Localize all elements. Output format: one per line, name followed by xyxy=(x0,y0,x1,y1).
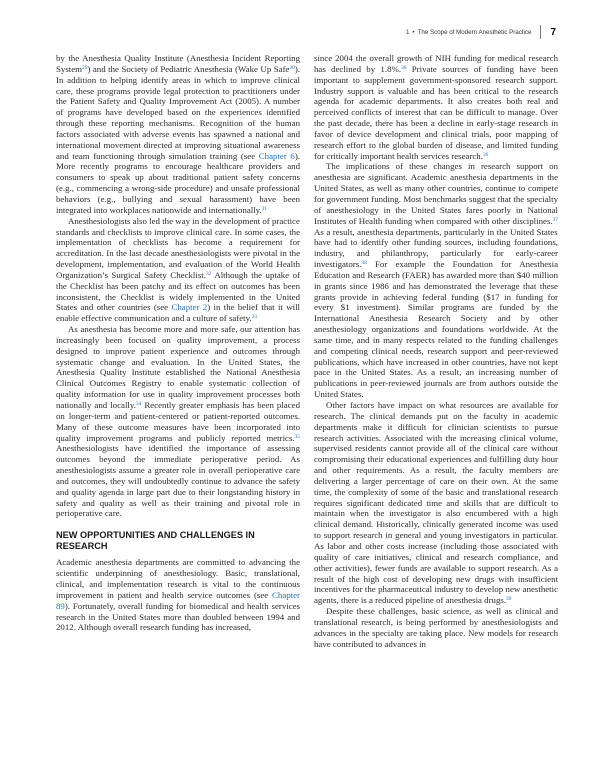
chapter-link[interactable]: Chapter 6 xyxy=(258,150,295,161)
left-column xyxy=(56,53,300,633)
reference[interactable]: 36 xyxy=(401,64,407,71)
reference[interactable]: 30 xyxy=(289,64,295,71)
right-column xyxy=(314,53,558,649)
chapter-link[interactable]: Chapter 2 xyxy=(171,302,208,313)
paragraph: Despite these challenges, basic science, as well as clinical and translational research, is being performed by anesthesiologists and advances in the specialty are taking place. New models for research have contributed to advances in xyxy=(314,606,558,649)
running-header xyxy=(406,24,556,40)
reference[interactable]: 36 xyxy=(482,151,489,158)
paragraph: since 2004 the overall growth of NIH funding for medical research has declined by 1.8%.$^{36}$ Private sources of funding have been important to supplement government-sponsored research support. Industry support is valuable and has been critical to the research agenda for academic departments. It also creates both real and perceived conflicts of interest that can be difficult to manage. Over the past decade, there has been a decline in early-stage research in favor of device development and clinical trials, poor mapping of research effort to the global burden of disease, and limited funding for critically important health services research.$^{36}$ xyxy=(314,53,559,161)
header-bullet: • xyxy=(412,28,415,36)
reference[interactable]: 31 xyxy=(261,205,268,212)
paragraph: Anesthesiologists also led the way in the development of practice standards and checklists to improve clinical care. In some cases, the implementation of checklists has become a requirement for accreditation. In the last decade anesthesiologists were pivotal in the development, implementation, and evaluation of the World Health Organization’s Surgical Safety Checklist.$^{32}$ Although the uptake of the Checklist has been patchy and its effect on outcomes has been inconsistent, the Checklist is widely implemented in the United States and other countries (see Chapter 2) in the belief that it will enable effective communication and a culture of safety.$^{33}$ xyxy=(56,215,300,324)
chapter-link[interactable]: Chapter 89 xyxy=(56,589,300,611)
paragraph: by the Anesthesia Quality Institute (Anesthesia Incident Reporting System$^{29}$) and the Society of Pediatric Anesthesia (Wake Up Safe$^{30}$). In addition to helping identify areas in which to improve clinical care, these programs provide legal protection to practitioners under the Patient Safety and Quality Improvement Act (2005). A number of programs have developed based on the experiences identified through these reporting mechanisms. Recognition of the human factors associated with adverse events has spawned a national and international movement directed at improving situational awareness and team functioning through simulation training (see Chapter 6). More recently programs to encourage healthcare providers and consumers to speak up about traditional patient safety concerns (e.g., commencing a wrong-side procedure) and unsafe professional behaviors (e.g., bullying and sexual harassment) have been integrated into workplaces nationwide and internationally.$^{31}$ xyxy=(56,53,300,215)
paragraph: Other factors have impact on what resources are available for research. The clinical demands put on the faculty in academic departments make it difficult for clinician scientists to pursue research activities. Associated with the increasing clinical volume, supervised residents cannot provide all of the clinical care without compromising their educational experiences and fulfilling duty hour and other requirements. As a result, the faculty members are delivering a larger percentage of care on their own. At the same time, the complexity of some of the basic and translational research requires significant dedicated time and skills that are difficult to maintain when the investigator is also encumbered with a high clinical demand. Historically, clinically generated income was used to support research in general and young investigators in particular. As labor and other costs increase (including those associated with quality of care initiatives, clinical and research compliance, and other activities), fewer funds are available to support research. As a result of the high cost of developing new drugs with insufficient incentives for the pharmaceutical industry to develop new anesthetic agents, there is a reduced pipeline of anesthesia drugs.$^{39}$ xyxy=(314,400,558,606)
reference[interactable]: 38 xyxy=(361,260,367,267)
header-chapter-number: 1 xyxy=(405,28,410,36)
paragraph: The implications of these changes in research support on anesthesia are significant. Academic anesthesia departments in the United States, as well as many other countries, continue to compete for government funding. Most benchmarks suggest that the specialty of anesthesiology in the United States fares poorly in National Institutes of Health funding when compared with other disciplines.$^{37}$ As a result, anesthesia departments, particularly in the United States have had to identify other funding sources, including foundations, industry, and philanthropy, particularly for early-career investigators.$^{38}$ For example the Foundation for Anesthesia Education and Research (FAER) has awarded more than $40 million in grants since 1986 and has demonstrated the leverage that these grants provide in achieving federal funding ($17 in funding for every $1 investment). Similar programs are funded by the International Anesthesia Research Society and by other anesthesiology organizations and foundations worldwide. At the same time, and in many respects related to the funding challenges and competing clinical needs, research support and peer-reviewed publications, which have increased in other countries, have not kept pace in the United States. As a result, an increasing number of publications in peer-reviewed journals are from authors outside the United States. xyxy=(314,161,558,400)
section-heading: NEW OPPORTUNITIES AND CHALLENGES IN RESEARCH xyxy=(56,530,255,552)
reference[interactable]: 39 xyxy=(506,596,512,603)
page-number: 7 xyxy=(550,26,556,38)
reference[interactable]: 34 xyxy=(135,401,142,407)
reference[interactable]: 33 xyxy=(251,314,258,321)
paragraph: As anesthesia has become more and more safe, our attention has increasingly been focused on quality improvement, a process designed to improve patient experience and outcomes through systematic change and evaluation. In the United States, the Anesthesia Quality Institute established the National Anesthesia Clinical Outcomes Registry to enable systematic collection of quality information for use in quality improvement processes both nationally and locally.$^{34}$ Recently greater emphasis has been placed on longer-term and patient-centered or patient-reported outcomes. Many of these outcome measures have been incorporated into quality improvement programs and publicly reported metrics.$^{35}$ Anesthesiologists have identified the importance of assessing outcomes beyond the immediate perioperative period. As anesthesiologists assume a greater role in overall perioperative care and outcomes, they will undoubtedly continue to advance the safety and quality agenda in large part due to their longstanding history in safety and quality as well as their training and pivotal role in perioperative care. xyxy=(56,324,300,519)
reference[interactable]: 29 xyxy=(82,64,88,71)
paragraph: Academic anesthesia departments are committed to advancing the scientific underpinning of anesthesiology. Basic, translational, clinical, and implementation research is vital to the continuous improvement in patient and health service outcomes (see Chapter 89). Fortunately, overall funding for biomedical and health services research in the United States more than doubled between 1994 and 2012. Although overall research funding has increased, xyxy=(56,557,300,633)
reference[interactable]: 35 xyxy=(294,433,300,440)
header-divider xyxy=(540,25,541,39)
reference[interactable]: 37 xyxy=(552,216,558,223)
reference[interactable]: 32 xyxy=(205,270,212,277)
header-chapter-title: The Scope of Modern Anesthetic Practice xyxy=(417,28,532,36)
